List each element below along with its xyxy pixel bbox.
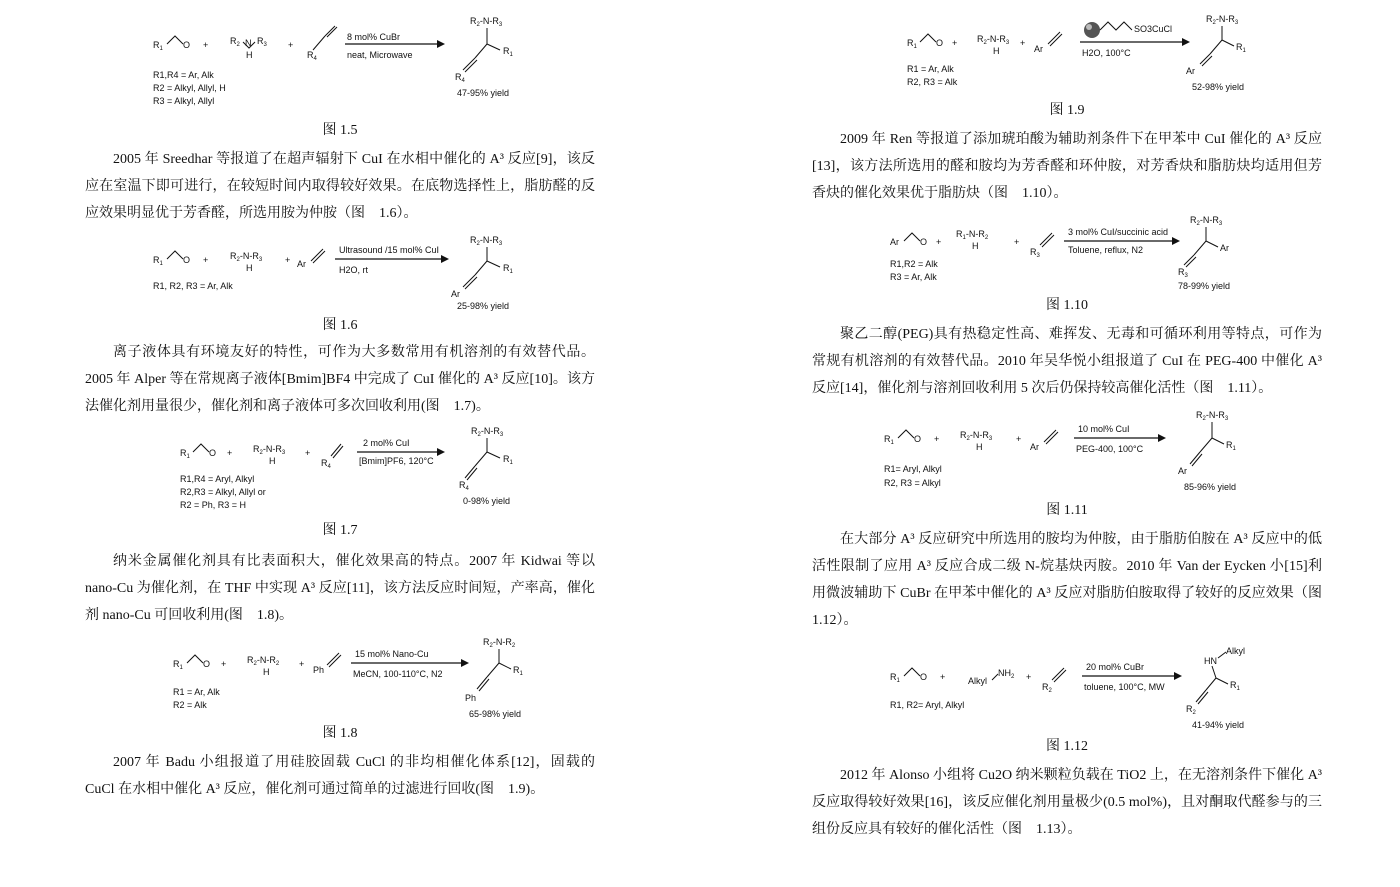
- svg-text:O: O: [183, 40, 191, 50]
- svg-text:R3: $R_3$: [257, 36, 267, 48]
- scheme-1-8: [85, 629, 595, 725]
- scheme-1-7: [85, 420, 595, 520]
- paragraph: 2012 年 Alonso 小组将 Cu2O 纳米颗粒负载在 TiO2 上，在无溶剂条件下催化 A³ 反应取得较好效果[16]，该反应催化剂用量极少(0.5 mol%)，且对酮取代醛参与的三组份反应具有较好的催化活性（图 1.13）。: [812, 768, 1322, 837]
- svg-text:+: +: [1016, 434, 1022, 444]
- reaction-scheme-1-8: [85, 629, 595, 725]
- condition-bottom: neat, Microwave: [347, 50, 413, 60]
- svg-text:Ph: Ph: [465, 693, 477, 703]
- svg-text:H: H: [246, 50, 253, 60]
- svg-text:R4: $R_4$: [455, 72, 465, 84]
- yield-label: 65-98% yield: [469, 709, 522, 719]
- svg-text:R1: $R_1$: [1226, 440, 1236, 452]
- svg-text:R1-N-R2: $R_1-N-R_2$: [956, 229, 989, 241]
- svg-text:+: +: [288, 40, 294, 50]
- scheme-1-11: [812, 402, 1322, 498]
- svg-text:R2-N-R2: $R_2-N-R_2$: [483, 637, 516, 649]
- note-line: R2 = Alk: [173, 700, 207, 710]
- condition-bottom: H2O, rt: [339, 265, 369, 275]
- svg-text:R2-N-R3: $R_2-N-R_3$: [977, 34, 1010, 46]
- svg-text:R1: $R_1$: [503, 263, 513, 275]
- svg-text:H: H: [246, 263, 253, 273]
- svg-text:Ar: Ar: [1186, 66, 1195, 76]
- svg-text:R3: $R_3$: [1178, 267, 1188, 279]
- svg-text:H: H: [972, 241, 979, 251]
- svg-text:H: H: [976, 442, 983, 452]
- paragraph: 2007 年 Badu 小组报道了用硅胶固载 CuCl 的非均相催化体系[12]，固载的 CuCl 在水相中催化 A³ 反应，催化剂可通过简单的过滤进行回收(图 1.9)。: [85, 755, 595, 797]
- svg-text:R1: $R_1$: [153, 40, 163, 52]
- svg-text:R2-N-R3: $R_2-N-R_3$: [470, 235, 503, 247]
- svg-text:H: H: [269, 456, 276, 466]
- yield-label: 25-98% yield: [457, 301, 510, 311]
- svg-text:O: O: [914, 434, 922, 444]
- figure-caption: 图 1.12: [1046, 739, 1088, 754]
- svg-text:NH2: $NH_2$: [998, 668, 1015, 680]
- svg-text:O: O: [920, 237, 928, 247]
- svg-text:R1: $R_1$: [890, 672, 900, 684]
- yield-label: 78-99% yield: [1178, 281, 1231, 291]
- note-line: R1, R2= Aryl, Alkyl: [890, 700, 965, 710]
- reaction-scheme-1-11: [812, 402, 1322, 498]
- paragraph: 离子液体具有环境友好的特性，可作为大多数常用有机溶剂的有效替代品。2005 年 Alper 等在常规离子液体[Bmim]BF4 中完成了 CuI 催化的 A³ 反应[10]。该方法催化剂用量很少，催化剂和离子液体可多次回收利用(图 1.7)。: [85, 345, 595, 414]
- yield-label: 47-95% yield: [457, 88, 510, 98]
- svg-text:R2-N-R3: $R_2-N-R_3$: [1190, 215, 1223, 227]
- figure-caption: 图 1.8: [322, 726, 358, 741]
- condition-top: 2 mol% CuI: [363, 438, 410, 448]
- condition-top: 8 mol% CuBr: [347, 32, 401, 42]
- yield-label: 41-94% yield: [1192, 720, 1245, 730]
- svg-text:+: +: [203, 255, 209, 265]
- svg-text:H: H: [993, 46, 1000, 56]
- scheme-1-10: [812, 207, 1322, 293]
- svg-text:+: +: [203, 40, 209, 50]
- svg-text:R2-N-R3: $R_2-N-R_3$: [470, 16, 503, 28]
- svg-text:O: O: [183, 255, 191, 265]
- note-line: R2 = Ph, R3 = H: [180, 500, 247, 510]
- svg-text:O: O: [209, 448, 217, 458]
- svg-text:R2-N-R3: $R_2-N-R_3$: [960, 430, 993, 442]
- note-line: R1= Aryl, Alkyl: [884, 464, 942, 474]
- svg-text:R1: $R_1$: [153, 255, 163, 267]
- figure-caption: 图 1.5: [322, 123, 358, 138]
- svg-text:Ar: Ar: [1034, 44, 1043, 54]
- note-line: R1,R4 = Ar, Alk: [153, 70, 214, 80]
- svg-text:R4: $R_4$: [321, 458, 331, 470]
- svg-text:HN: HN: [1204, 656, 1217, 666]
- condition-top: 3 mol% CuI/succinic acid: [1068, 227, 1169, 237]
- svg-text:R1: $R_1$: [1230, 680, 1240, 692]
- figure-caption: 图 1.9: [1049, 103, 1085, 118]
- svg-text:R2-N-R3: $R_2-N-R_3$: [230, 251, 263, 263]
- svg-text:R2: $R_2$: [1042, 682, 1052, 694]
- svg-text:R1: $R_1$: [1236, 42, 1246, 54]
- reaction-scheme-1-12: [812, 634, 1322, 734]
- scheme-1-5: [85, 0, 595, 118]
- note-line: R2,R3 = Alkyl, Allyl or: [180, 487, 266, 497]
- svg-text:+: +: [1014, 237, 1020, 247]
- figure-caption: 图 1.6: [322, 318, 358, 333]
- figure-caption: 图 1.7: [322, 523, 358, 538]
- svg-text:N: N: [245, 38, 252, 48]
- yield-label: 52-98% yield: [1192, 82, 1245, 92]
- svg-text:R2-N-R3: $R_2-N-R_3$: [253, 444, 286, 456]
- reaction-scheme-1-10: [812, 207, 1322, 293]
- scheme-1-12: [812, 634, 1322, 734]
- svg-text:H: H: [263, 667, 270, 677]
- condition-top: 20 mol% CuBr: [1086, 662, 1145, 672]
- svg-text:Ph: Ph: [313, 665, 325, 675]
- reaction-scheme-1-6: [85, 227, 595, 315]
- condition-top: 10 mol% CuI: [1078, 424, 1130, 434]
- scheme-1-6: [85, 227, 595, 315]
- svg-text:+: +: [934, 434, 940, 444]
- yield-label: 0-98% yield: [463, 496, 511, 506]
- scheme-1-9: [812, 0, 1322, 100]
- svg-text:R1: $R_1$: [173, 659, 183, 671]
- svg-text:R1: $R_1$: [907, 38, 917, 50]
- condition-bottom: Toluene, reflux, N2: [1068, 245, 1144, 255]
- svg-text:Ar: Ar: [890, 237, 899, 247]
- condition-bottom: MeCN, 100-110°C, N2: [353, 669, 443, 679]
- reaction-scheme-1-9: [812, 0, 1322, 100]
- svg-text:R2: $R_2$: [1186, 704, 1196, 716]
- condition-top: 15 mol% Nano-Cu: [355, 649, 429, 659]
- figure-caption: 图 1.10: [1046, 298, 1088, 313]
- svg-text:+: +: [299, 659, 305, 669]
- svg-text:R4: $R_4$: [459, 480, 469, 492]
- paragraph: 在大部分 A³ 反应研究中所选用的胺均为仲胺，由于脂肪伯胺在 A³ 反应中的低活性限制了应用 A³ 反应合成二级 N-烷基炔丙胺。2010 年 Van der Eycken 小[15]利用微波辅助下 CuBr 在甲苯中催化的 A³ 反应对脂肪伯胺取得了较好的反应效果（图 1.12）。: [812, 532, 1322, 628]
- reaction-scheme-1-5: [85, 0, 595, 118]
- yield-label: 85-96% yield: [1184, 482, 1237, 492]
- svg-text:+: +: [221, 659, 227, 669]
- condition-top: Ultrasound /15 mol% CuI: [339, 245, 440, 255]
- svg-text:+: +: [1026, 672, 1032, 682]
- condition-bottom: [Bmim]PF6, 120°C: [359, 456, 434, 466]
- svg-text:R2-N-R3: $R_2-N-R_3$: [1206, 14, 1239, 26]
- note-line: R3 = Ar, Alk: [890, 272, 937, 282]
- right-column: [812, 0, 1322, 843]
- svg-text:+: +: [1020, 38, 1026, 48]
- condition-bottom: PEG-400, 100°C: [1076, 444, 1144, 454]
- condition-top: SO3CuCl: [1134, 24, 1173, 34]
- svg-text:R2-N-R3: $R_2-N-R_3$: [471, 426, 504, 438]
- condition-bottom: H2O, 100°C: [1082, 48, 1131, 58]
- svg-text:+: +: [940, 672, 946, 682]
- condition-bottom: toluene, 100°C, MW: [1084, 682, 1165, 692]
- left-column: [85, 0, 595, 803]
- svg-text:R4: $R_4$: [307, 50, 317, 62]
- note-line: R3 = Alkyl, Allyl: [153, 96, 215, 106]
- note-line: R1 = Ar, Alk: [173, 687, 220, 697]
- note-line: R2, R3 = Alk: [907, 77, 958, 87]
- svg-text:Ar: Ar: [1220, 243, 1229, 253]
- svg-text:R2-N-R3: $R_2-N-R_3$: [1196, 410, 1229, 422]
- svg-text:R2-N-R2: $R_2-N-R_2$: [247, 655, 280, 667]
- svg-text:Alkyl: Alkyl: [1226, 646, 1246, 656]
- svg-text:+: +: [285, 255, 291, 265]
- svg-text:R1: $R_1$: [180, 448, 190, 460]
- paragraph: 聚乙二醇(PEG)具有热稳定性高、难挥发、无毒和可循环利用等特点，可作为常规有机溶剂的有效替代品。2010 年吴华悦小组报道了 CuI 在 PEG-400 中催化 A³ 反应[14]，催化剂与溶剂回收利用 5 次后仍保持较高催化活性（图 1.11）。: [812, 327, 1322, 396]
- note-line: R1,R2 = Alk: [890, 259, 938, 269]
- paragraph: 纳米金属催化剂具有比表面积大，催化效果高的特点。2007 年 Kidwai 等以 nano-Cu 为催化剂，在 THF 中实现 A³ 反应[11]，该方法反应时间短，产率高，催化剂 nano-Cu 可回收利用(图 1.8)。: [85, 554, 595, 623]
- svg-text:Ar: Ar: [297, 259, 306, 269]
- paragraph: 2009 年 Ren 等报道了添加琥珀酸为辅助剂条件下在甲苯中 CuI 催化的 A³ 反应[13]，该方法所选用的醛和胺均为芳香醛和环仲胺，对芳香炔和脂肪炔均适用但芳香炔的催化效果优于脂肪炔（图 1.10）。: [812, 132, 1322, 201]
- svg-text:Ar: Ar: [1030, 442, 1039, 452]
- svg-text:Alkyl: Alkyl: [968, 676, 988, 686]
- svg-text:+: +: [936, 237, 942, 247]
- silica-bead-icon: [1084, 22, 1100, 38]
- svg-text:Ar: Ar: [451, 289, 460, 299]
- svg-text:+: +: [952, 38, 958, 48]
- note-line: R1 = Ar, Alk: [907, 64, 954, 74]
- reaction-scheme-1-7: [85, 420, 595, 520]
- svg-text:R3: $R_3$: [1030, 247, 1040, 259]
- svg-text:O: O: [920, 672, 928, 682]
- note-line: R2, R3 = Alkyl: [884, 478, 941, 488]
- paragraph: 2005 年 Sreedhar 等报道了在超声辐射下 CuI 在水相中催化的 A³ 反应[9]，该反应在室温下即可进行，在较短时间内取得较好效果。在底物选择性上，脂肪醛的反应效果明显优于芳香醛，所选用胺为仲胺（图 1.6）。: [85, 152, 595, 221]
- svg-text:+: +: [227, 448, 233, 458]
- svg-text:O: O: [936, 38, 944, 48]
- note-line: R1, R2, R3 = Ar, Alk: [153, 281, 233, 291]
- svg-text:R1: $R_1$: [503, 46, 513, 58]
- svg-text:O: O: [203, 659, 211, 669]
- note-line: R2 = Alkyl, Allyl, H: [153, 83, 226, 93]
- svg-text:R1: $R_1$: [884, 434, 894, 446]
- figure-caption: 图 1.11: [1046, 503, 1088, 518]
- svg-text:R1: $R_1$: [513, 665, 523, 677]
- svg-text:R2: $R_2$: [230, 36, 240, 48]
- svg-text:+: +: [305, 448, 311, 458]
- note-line: R1,R4 = Aryl, Alkyl: [180, 474, 255, 484]
- svg-text:R1: $R_1$: [503, 454, 513, 466]
- svg-text:Ar: Ar: [1178, 466, 1187, 476]
